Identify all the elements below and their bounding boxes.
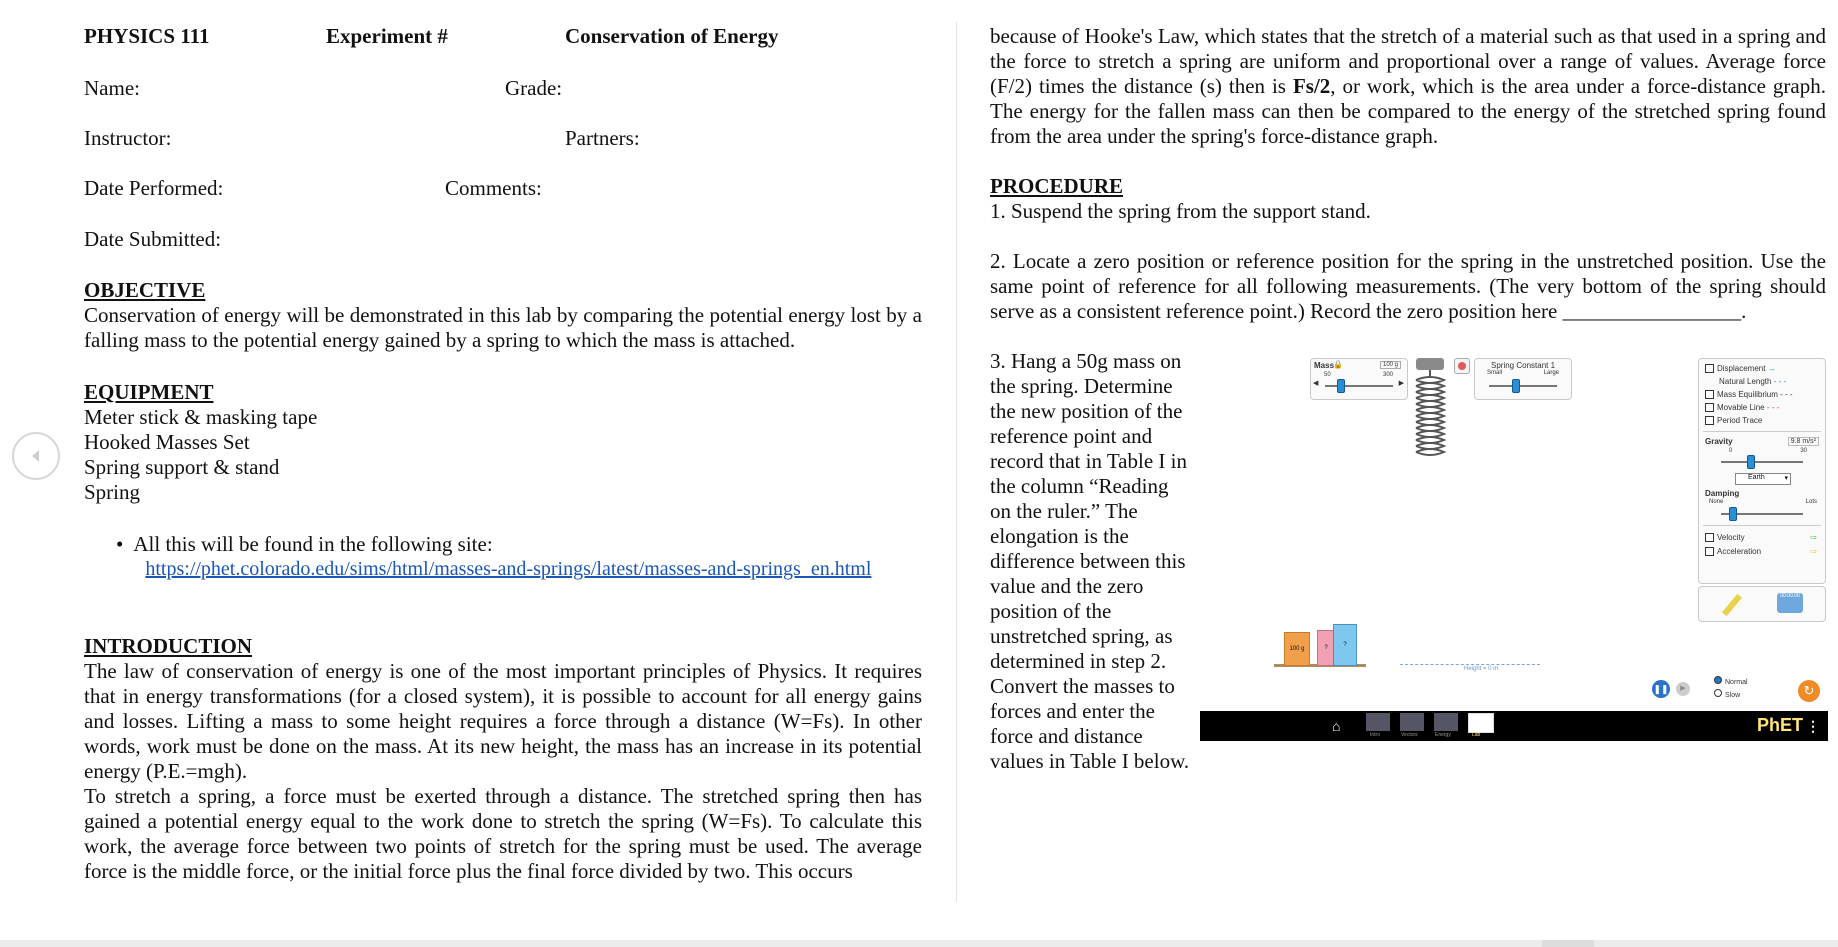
screen-lab-icon[interactable]: [1468, 713, 1494, 733]
comments-field: Comments:: [445, 176, 542, 200]
stop-button[interactable]: [1454, 358, 1470, 374]
name-field: Name:: [84, 76, 140, 100]
speed-normal-radio[interactable]: Normal: [1714, 676, 1748, 689]
grade-field: Grade:: [505, 76, 563, 100]
introduction-heading: INTRODUCTION: [84, 634, 253, 658]
phet-link[interactable]: https://phet.colorado.edu/sims/html/masses-and-springs/latest/masses-and-springs_en.html: [145, 558, 872, 580]
acceleration-option[interactable]: Acceleration ⇨: [1705, 545, 1817, 559]
ruler-icon[interactable]: [1722, 594, 1742, 616]
spring-small: Small: [1487, 370, 1503, 376]
decrease-icon[interactable]: ◀: [1313, 380, 1319, 387]
height-reference-line: [1400, 664, 1540, 665]
sim-navigation-bar: [1200, 711, 1828, 741]
spring-coil-icon: [1410, 370, 1450, 466]
objective-section: [84, 278, 922, 353]
formula-bold: Fs/2: [1292, 74, 1331, 98]
damping-label: Damping: [1705, 489, 1740, 498]
gravity-max: 30: [1800, 448, 1807, 454]
velocity-option[interactable]: Velocity ⇨: [1705, 531, 1817, 545]
spring-large: Large: [1543, 370, 1559, 376]
bullet-dot: •: [116, 532, 124, 556]
screen-energy-icon[interactable]: [1434, 713, 1458, 731]
movable-line-option[interactable]: Movable Line - - -: [1705, 401, 1793, 414]
date-performed-field: Date Performed:: [84, 176, 224, 200]
damping-slider-knob[interactable]: [1729, 507, 1737, 521]
tools-panel: [1698, 586, 1826, 622]
paragraph-text-a: because of Hooke's Law, which states that the stretch of a material such as that used in a spring and the force to stretch a spring are uniform and proportional over a range of values. Average force (F/2) times the distance (s) then is: [990, 24, 1826, 98]
vector-options: [1705, 531, 1817, 559]
spring-slider-track[interactable]: [1489, 385, 1557, 387]
damping-none: None: [1709, 499, 1724, 505]
spring-slider-knob[interactable]: [1512, 379, 1520, 393]
hookes-law-paragraph: [990, 24, 1826, 149]
mass-block-100g[interactable]: 100 g: [1284, 632, 1310, 666]
mass-max: 300: [1383, 372, 1394, 378]
screen-intro-icon[interactable]: [1366, 713, 1390, 731]
increase-icon[interactable]: ▶: [1398, 380, 1404, 387]
introduction-paragraph-1: The law of conservation of energy is one of the most important principles of Physics. It requires that in energy transformations (for a closed system), it is possible to account for all energy gains and losses. Lifting a mass to some height requires a force through a distance (W=Fs). In other words, work must be done on the mass. At its new height, the mass has an increase in its potential energy (P.E.=mgh).: [84, 659, 922, 783]
lab-title: Conservation of Energy: [565, 24, 779, 48]
mass-label: Mass: [1314, 361, 1335, 370]
mass-equilibrium-option[interactable]: Mass Equilibrium - - -: [1705, 388, 1793, 401]
display-options: [1705, 362, 1793, 427]
screen-vectors-icon[interactable]: [1400, 713, 1424, 731]
planet-select[interactable]: Earth ▾: [1735, 473, 1791, 485]
stopwatch-icon[interactable]: 00:00.00: [1777, 593, 1803, 613]
instructor-field: Instructor:: [84, 126, 172, 150]
experiment-label: Experiment #: [326, 24, 448, 48]
spring-constant-panel: [1474, 358, 1572, 400]
spring-constant-label: Spring Constant 1: [1491, 361, 1556, 370]
course-label: PHYSICS 111: [84, 24, 210, 48]
mass-panel: [1310, 358, 1408, 400]
mass-slider-knob[interactable]: [1337, 379, 1345, 393]
mass-slider-track[interactable]: [1325, 385, 1393, 387]
mystery-mass-blue[interactable]: ?: [1333, 624, 1357, 666]
procedure-step-1: 1. Suspend the spring from the support stand.: [990, 199, 1371, 223]
gravity-min: 0: [1729, 448, 1733, 454]
bullet-item: [84, 532, 922, 582]
objective-text: Conservation of energy will be demonstrated in this lab by comparing the potential energy lost by a falling mass to the potential energy gained by a spring to which the mass is attached.: [84, 303, 922, 352]
paragraph-text-b: , or work, which is the area under a force-distance graph. The energy for the fallen mass can then be compared to the energy of the stretched spring found from the area under the spring's force-distance graph.: [990, 74, 1826, 148]
natural-length-option[interactable]: Natural Length - - -: [1719, 377, 1787, 386]
screen-intro-label: Intro: [1370, 732, 1381, 738]
phet-simulation: [1200, 354, 1828, 741]
screen-energy-label: Energy: [1435, 732, 1451, 738]
gravity-slider-track[interactable]: [1721, 461, 1803, 463]
pause-button[interactable]: ❚❚: [1652, 680, 1670, 698]
period-trace-option[interactable]: Period Trace: [1705, 414, 1793, 427]
gravity-slider-knob[interactable]: [1747, 455, 1755, 469]
step-button[interactable]: ▶: [1676, 682, 1690, 696]
procedure-heading: PROCEDURE: [990, 174, 1124, 198]
mass-value: 100 g: [1380, 361, 1401, 369]
resource-note: [84, 532, 922, 582]
displacement-option[interactable]: Displacement →: [1705, 362, 1793, 375]
introduction-paragraph-2: To stretch a spring, a force must be exerted through a distance. The stretched spring then has gained a potential energy equal to the work done to stretch the spring (W=Fs). To calculate this work, the average force between two points of stretch for the spring must be used. The average force is the middle force, or the initial force plus the final force divided by two. This occurs: [84, 784, 922, 883]
lock-icon: 🔒: [1333, 360, 1343, 369]
gravity-label: Gravity: [1705, 437, 1733, 446]
scrollbar-thumb[interactable]: [1542, 940, 1594, 947]
date-submitted-field: Date Submitted:: [84, 227, 222, 251]
procedure-step-2: 2. Locate a zero position or reference position for the spring in the unstretched position. Use the same point of reference for all following measurements. (The very bottom of the spring should serve as a consistent reference point.) Record the zero position here _________________.: [990, 249, 1826, 323]
phet-logo[interactable]: PhET ⋮: [1756, 715, 1820, 735]
equipment-item: Spring: [84, 480, 141, 504]
objective-heading: OBJECTIVE: [84, 278, 206, 302]
options-panel: [1698, 358, 1826, 584]
damping-lots: Lots: [1805, 499, 1817, 505]
reset-all-button[interactable]: ↻: [1798, 680, 1820, 702]
equipment-heading: EQUIPMENT: [84, 380, 214, 404]
height-label: Height = 0 m: [1464, 666, 1499, 672]
home-icon[interactable]: ⌂: [1332, 718, 1341, 734]
mass-min: 50: [1324, 372, 1331, 378]
equipment-item: Spring support & stand: [84, 455, 280, 479]
page-divider: [956, 22, 957, 902]
chevron-down-icon: ▾: [1784, 475, 1788, 482]
screen-lab-label: Lab: [1472, 732, 1481, 738]
partners-field: Partners:: [565, 126, 640, 150]
equipment-item: Meter stick & masking tape: [84, 405, 318, 429]
screen-vectors-label: Vectors: [1401, 732, 1418, 738]
mystery-mass-pink[interactable]: ?: [1317, 630, 1335, 666]
chevron-left-icon: [27, 447, 45, 465]
speed-slow-radio[interactable]: Slow: [1714, 689, 1748, 702]
introduction-section: [84, 634, 922, 884]
note-text: All this will be found in the following site:: [133, 532, 493, 556]
speed-options: [1714, 676, 1748, 702]
equipment-item: Hooked Masses Set: [84, 430, 250, 454]
spring-hanger: [1416, 358, 1444, 370]
previous-page-button[interactable]: [12, 432, 60, 480]
gravity-value: 9.8 m/s²: [1788, 437, 1819, 446]
procedure-step-3: 3. Hang a 50g mass on the spring. Determine the new position of the reference point and record that in Table I in the column “Reading on the ruler.” The elongation is the difference between this value and the zero position of the unstretched spring, as determined in step 2. Convert the masses to forces and enter the force and distance values in Table I below.: [990, 349, 1190, 773]
equipment-section: [84, 380, 922, 505]
